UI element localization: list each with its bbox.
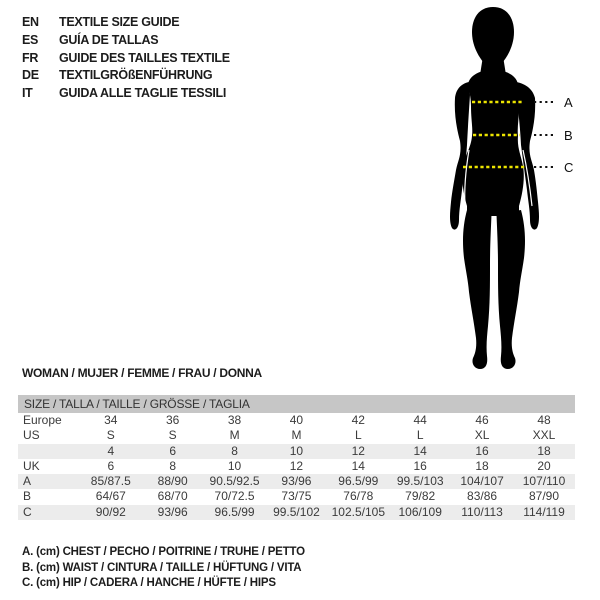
language-code: ES [22, 32, 39, 47]
woman-silhouette [450, 7, 539, 369]
size-cell: 42 [351, 413, 365, 427]
size-cell: 87/90 [528, 489, 560, 504]
language-code: FR [22, 50, 39, 65]
size-cell: 107/110 [513, 474, 575, 489]
language-code: EN [22, 15, 39, 29]
measurement-footnotes [22, 545, 305, 592]
language-title: GUÍA DE TALLAS [59, 32, 159, 47]
size-table [18, 395, 575, 520]
size-cell: 68/70 [157, 489, 188, 504]
size-cell: 70/72.5 [214, 489, 255, 504]
language-list [22, 14, 230, 103]
table-row-europe [18, 413, 575, 428]
size-cell: 48 [537, 413, 551, 427]
size-cell: 83/86 [467, 489, 498, 504]
size-cell: 16 [451, 444, 513, 459]
size-cell: 20 [537, 458, 551, 473]
size-cell: 90/92 [80, 505, 142, 520]
language-row [22, 14, 230, 32]
language-row [22, 50, 230, 68]
footnote-hip: C. (cm) HIP / CADERA / HANCHE / HÜFTE / HIPS [22, 577, 276, 589]
size-table-header-row [18, 395, 575, 413]
size-cell: 10 [266, 444, 328, 459]
size-cell: 14 [389, 444, 451, 459]
language-title: GUIDA ALLE TAGLIE TESSILI [59, 86, 227, 101]
size-cell: 44 [413, 413, 427, 427]
size-cell: 18 [475, 458, 489, 473]
size-cell: 18 [513, 444, 575, 459]
table-row-us-numeric [18, 444, 575, 459]
language-title: GUIDE DES TAILLES TEXTILE [59, 50, 230, 65]
size-cell: S [106, 428, 115, 443]
size-cell: 8 [169, 458, 177, 473]
size-cell: 14 [351, 458, 365, 473]
size-cell: XXL [532, 428, 556, 443]
leader-dot-lines [534, 102, 556, 167]
size-cell: 12 [327, 444, 389, 459]
size-cell: 99.5/103 [389, 474, 451, 489]
size-cell: 96.5/99 [204, 505, 266, 520]
size-cell: 36 [166, 413, 180, 427]
size-cell: 38 [227, 413, 242, 427]
size-cell: 16 [413, 458, 427, 473]
size-cell: 93/96 [142, 505, 204, 520]
table-row-chest [18, 474, 575, 489]
size-cell: 10 [227, 458, 242, 473]
size-cell: 99.5/102 [266, 505, 328, 520]
row-label: US [23, 428, 40, 443]
table-row-uk [18, 459, 575, 474]
size-cell: XL [474, 428, 490, 443]
size-cell: 34 [104, 413, 118, 427]
language-code: DE [22, 68, 39, 83]
size-cell: 76/78 [343, 489, 374, 504]
hip-marker-label: C [564, 160, 574, 175]
language-code: IT [22, 86, 33, 101]
size-cell: 88/90 [142, 474, 204, 489]
footnote-waist: B. (cm) WAIST / CINTURA / TAILLE / HÜFTUNG / VITA [22, 561, 302, 574]
size-cell: 40 [289, 413, 304, 427]
table-row-waist [18, 489, 575, 504]
size-cell: 93/96 [266, 474, 328, 489]
size-cell: 12 [289, 458, 304, 473]
table-row-hip [18, 505, 575, 520]
size-cell: 96.5/99 [327, 474, 389, 489]
size-cell: 90.5/92.5 [204, 474, 266, 489]
size-cell: 79/82 [405, 489, 436, 504]
size-cell: 106/109 [389, 505, 451, 520]
size-cell: 6 [142, 444, 204, 459]
size-cell: M [229, 428, 240, 443]
row-label: A [18, 474, 80, 489]
size-cell: 104/107 [451, 474, 513, 489]
woman-silhouette-figure [430, 0, 600, 378]
size-cell: 102.5/105 [327, 505, 389, 520]
size-cell: 4 [80, 444, 142, 459]
row-label: B [23, 489, 32, 504]
language-row [22, 32, 230, 50]
size-cell: M [291, 428, 302, 443]
row-label: UK [23, 458, 40, 473]
size-cell: 8 [204, 444, 266, 459]
size-cell: S [168, 428, 177, 443]
size-table-header: SIZE / TALLA / TAILLE / GRÖSSE / TAGLIA [18, 395, 575, 413]
size-cell: 114/119 [513, 505, 575, 520]
language-row [22, 67, 230, 85]
row-label [18, 444, 80, 459]
measurement-figure [430, 0, 600, 378]
table-row-us [18, 428, 575, 443]
waist-marker-label: B [564, 128, 573, 143]
size-cell: 110/113 [451, 505, 513, 520]
size-cell: 64/67 [95, 489, 126, 504]
size-cell: 85/87.5 [80, 474, 142, 489]
language-title: TEXTILE SIZE GUIDE [59, 15, 180, 29]
section-title-woman: WOMAN / MUJER / FEMME / FRAU / DONNA [22, 366, 262, 380]
row-label: Europe [23, 413, 62, 427]
size-cell: 46 [475, 413, 489, 427]
size-cell: L [416, 428, 424, 443]
footnote-chest: A. (cm) CHEST / PECHO / POITRINE / TRUHE / PETTO [22, 546, 305, 558]
language-title: TEXTILGRÖßENFÜHRUNG [59, 68, 213, 83]
language-row [22, 85, 230, 103]
row-label: C [18, 505, 80, 520]
chest-marker-label: A [564, 95, 573, 110]
size-cell: 73/75 [281, 489, 312, 504]
size-cell: L [354, 428, 362, 443]
size-cell: 6 [107, 458, 115, 473]
